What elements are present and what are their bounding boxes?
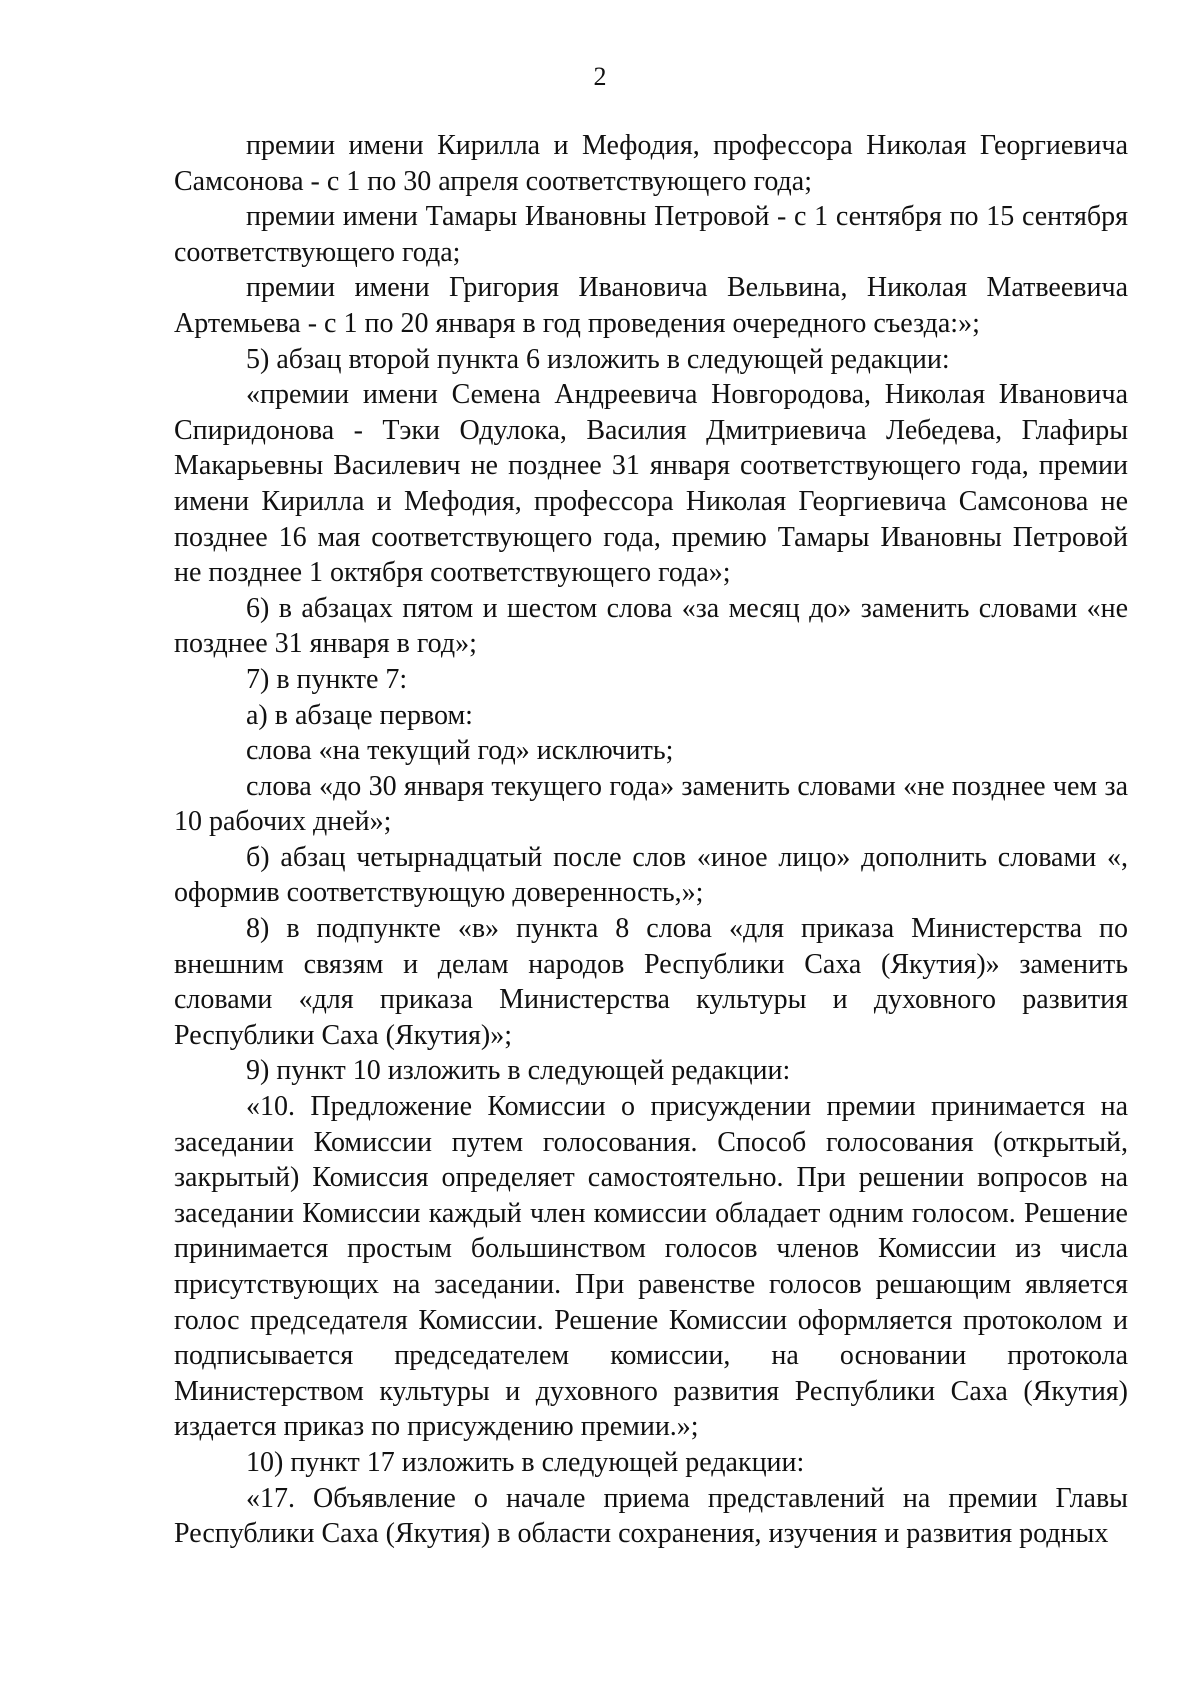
paragraph-1: премии имени Кирилла и Мефодия, профессора Николая Георгиевича Самсонова - с 1 по 30 апреля соответствующего года;	[174, 130, 1128, 197]
paragraph-16: «17. Объявление о начале приема представлений на премии Главы Республики Саха (Якутия) в области сохранения, изучения и развития родных	[174, 1482, 1128, 1550]
paragraph-4: 5) абзац второй пункта 6 изложить в следующей редакции:	[246, 343, 950, 375]
paragraph-9: слова «на текущий год» исключить;	[246, 735, 674, 767]
paragraph-12: 8) в подпункте «в» пункта 8 слова «для приказа Министерства по внешним связям и делам народов Республики Саха (Якутия)» заменить словами «для приказа Министерства культуры и духовного развития Республики Саха (Якутия)»;	[174, 913, 1128, 1051]
paragraph-3: премии имени Григория Ивановича Вельвина, Николая Матвеевича Артемьева - с 1 по 20 января в год проведения очередного съезда:»;	[174, 272, 1128, 339]
document-body	[174, 128, 1128, 1552]
paragraph-2: премии имени Тамары Ивановны Петровой - с 1 сентября по 15 сентября соответствующего года;	[174, 201, 1128, 268]
paragraph-13: 9) пункт 10 изложить в следующей редакции:	[246, 1055, 791, 1087]
page-number: 2	[593, 62, 607, 91]
paragraph-15: 10) пункт 17 изложить в следующей редакции:	[246, 1446, 805, 1478]
paragraph-8: а) в абзаце первом:	[246, 699, 473, 731]
paragraph-7: 7) в пункте 7:	[246, 663, 408, 695]
paragraph-10: слова «до 30 января текущего года» заменить словами «не позднее чем за 10 рабочих дней»;	[174, 770, 1128, 838]
paragraph-11: б) абзац четырнадцатый после слов «иное лицо» дополнить словами «, оформив соответствующую доверенность,»;	[174, 841, 1128, 909]
paragraph-6: 6) в абзацах пятом и шестом слова «за месяц до» заменить словами «не позднее 31 января в год»;	[174, 592, 1128, 660]
paragraph-5: «премии имени Семена Андреевича Новгородова, Николая Ивановича Спиридонова - Тэки Одулока, Василия Дмитриевича Лебедева, Глафиры Макарьевны Василевич не позднее 31 января соответствующего года, премии имени Кирилла и Мефодия, профессора Николая Георгиевича Самсонова не позднее 16 мая соответствующего года, премию Тамары Ивановны Петровой не позднее 1 октября соответствующего года»;	[174, 379, 1128, 589]
paragraph-14: «10. Предложение Комиссии о присуждении премии принимается на заседании Комиссии путем голосования. Способ голосования (открытый, закрытый) Комиссия определяет самостоятельно. При решении вопросов на заседании Комиссии каждый член комиссии обладает одним голосом. Решение принимается простым большинством голосов членов Комиссии из числа присутствующих на заседании. При равенстве голосов решающим является голос председателя Комиссии. Решение Комиссии оформляется протоколом и подписывается председателем комиссии, на основании протокола Министерством культуры и духовного развития Республики Саха (Якутия) издается приказ по присуждению премии.»;	[174, 1091, 1128, 1443]
